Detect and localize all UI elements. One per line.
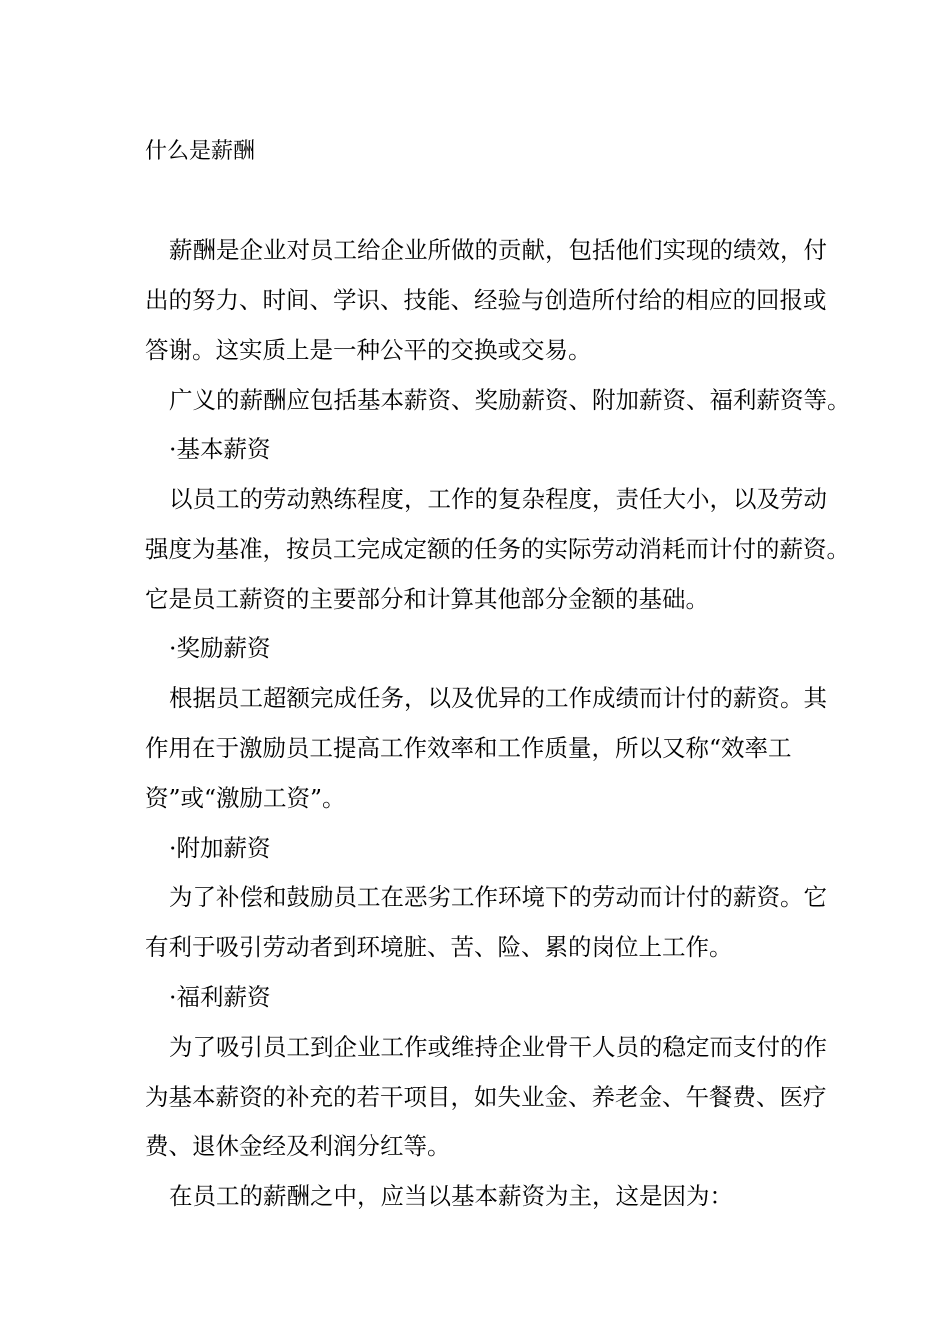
paragraph-line: 为了补偿和鼓励员工在恶劣工作环境下的劳动而计付的薪资。它 [169, 883, 827, 911]
section-heading-basic-salary: ·基本薪资 [169, 435, 271, 463]
section-heading-bonus-salary: ·奖励薪资 [169, 634, 271, 662]
paragraph-line: 根据员工超额完成任务，以及优异的工作成绩而计付的薪资。其 [169, 684, 827, 712]
paragraph-line: 强度为基准，按员工完成定额的任务的实际劳动消耗而计付的薪资。 [145, 535, 850, 563]
paragraph-line: 在员工的薪酬之中，应当以基本薪资为主，这是因为： [169, 1182, 733, 1210]
section-heading-additional-salary: ·附加薪资 [169, 834, 271, 862]
paragraph-line: 为基本薪资的补充的若干项目，如失业金、养老金、午餐费、医疗 [145, 1083, 827, 1111]
paragraph-line: 薪酬是企业对员工给企业所做的贡献，包括他们实现的绩效，付 [169, 236, 827, 264]
paragraph-line: 费、退休金经及利润分红等。 [145, 1132, 451, 1160]
paragraph-line: 为了吸引员工到企业工作或维持企业骨干人员的稳定而支付的作 [169, 1033, 827, 1061]
section-heading-welfare-salary: ·福利薪资 [169, 983, 271, 1011]
paragraph-line: 资”或“激励工资”。 [145, 784, 346, 812]
paragraph-line: 作用在于激励员工提高工作效率和工作质量，所以又称“效率工 [145, 734, 792, 762]
paragraph-line: 答谢。这实质上是一种公平的交换或交易。 [145, 336, 592, 364]
document-title: 什么是薪酬 [145, 139, 256, 164]
paragraph-line: 出的努力、时间、学识、技能、经验与创造所付给的相应的回报或 [145, 286, 827, 314]
paragraph-line: 有利于吸引劳动者到环境脏、苦、险、累的岗位上工作。 [145, 933, 733, 961]
paragraph-line: 它是员工薪资的主要部分和计算其他部分金额的基础。 [145, 585, 709, 613]
paragraph-line: 以员工的劳动熟练程度，工作的复杂程度，责任大小，以及劳动 [169, 485, 827, 513]
paragraph-line: 广义的薪酬应包括基本薪资、奖励薪资、附加薪资、福利薪资等。 [169, 386, 851, 414]
